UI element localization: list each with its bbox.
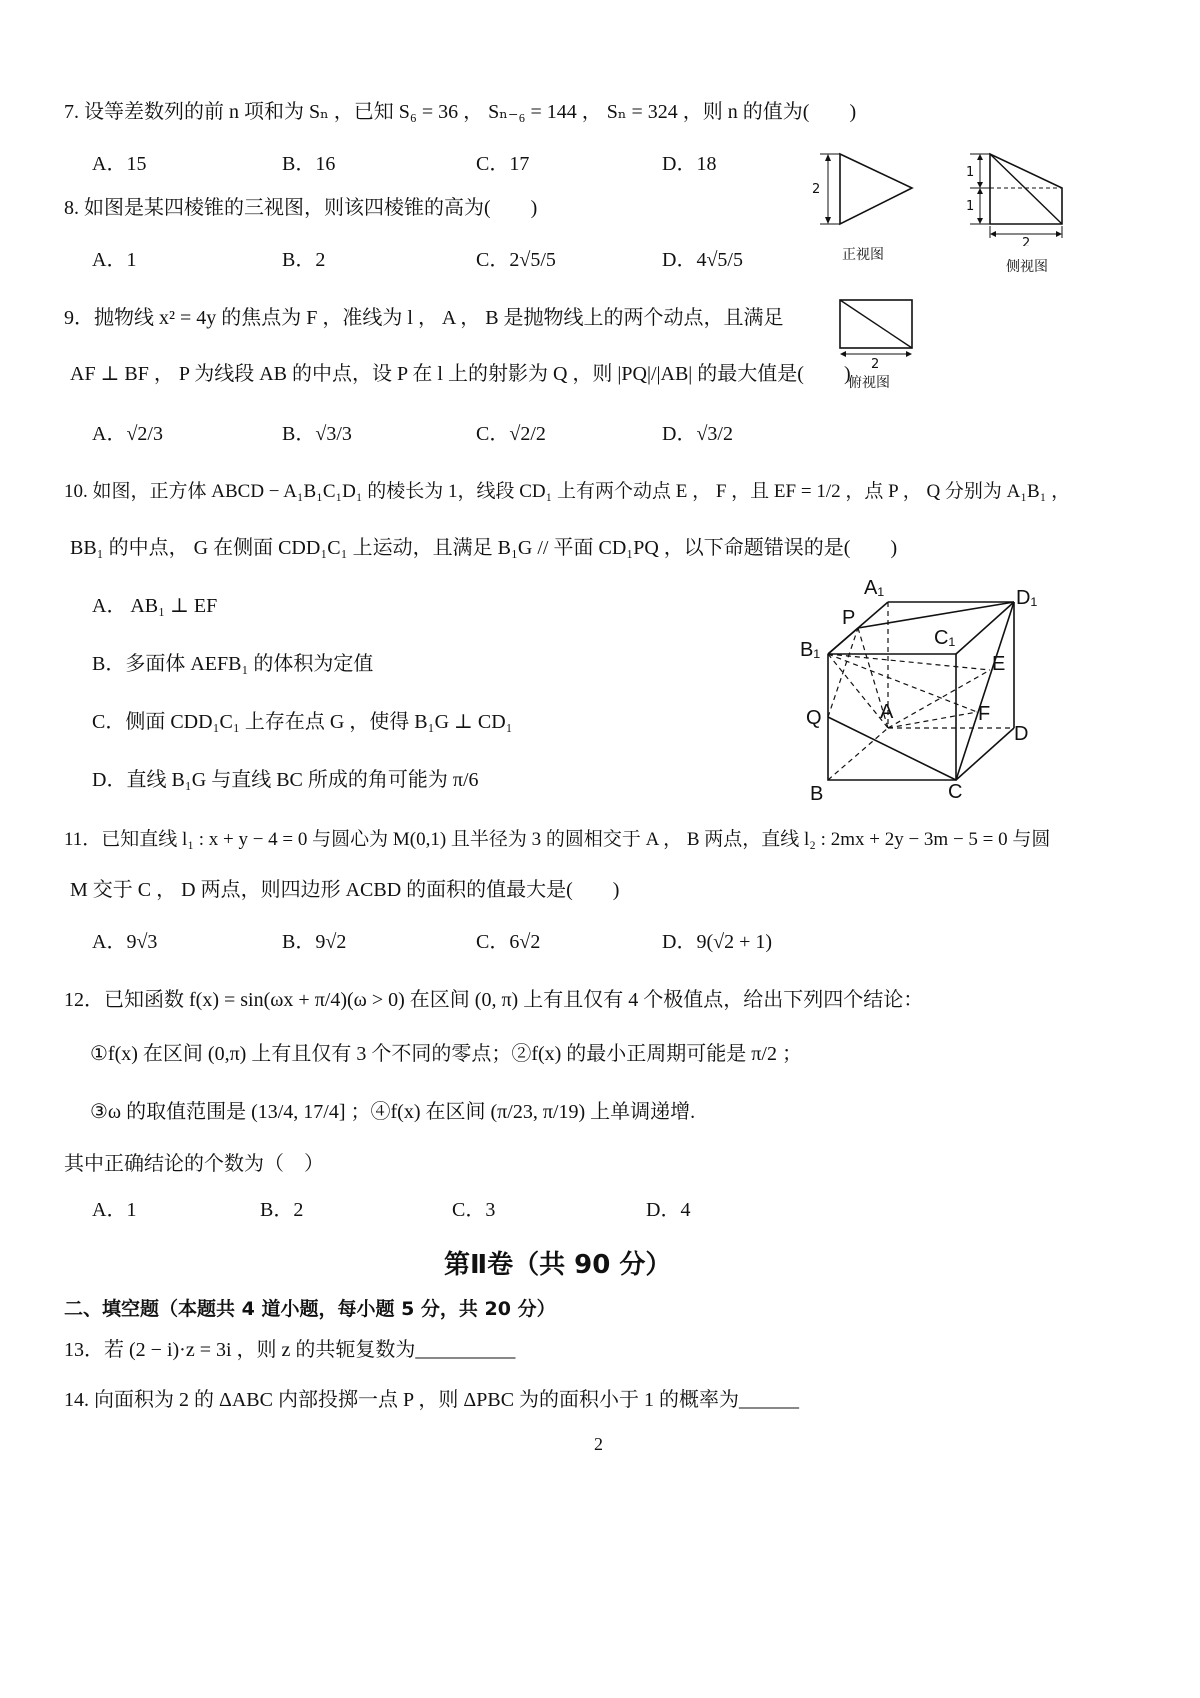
q11-option-d: D．9(√2 + 1): [662, 931, 773, 953]
q11-option-c: C．6√2: [476, 931, 541, 953]
top-view-diagonal: [840, 300, 912, 348]
label-b: B: [810, 783, 824, 805]
q10-option-c: C．侧面 CDD₁C₁ 上存在点 G ，使得 B₁G ⊥ CD₁: [92, 711, 513, 733]
q7-option-a: A．15: [92, 153, 147, 175]
label-a1: A₁: [864, 577, 885, 599]
q9-option-b: B．√3/3: [282, 423, 352, 445]
front-view-figure: [808, 146, 926, 236]
q9-stem-line2: AF ⊥ BF ， P 为线段 AB 的中点，设 P 在 l 上的射影为 Q ，则 |PQ|/|AB| 的最大值是( ): [70, 363, 851, 385]
q10-option-d: D．直线 B₁G 与直线 BC 所成的角可能为 π/6: [92, 769, 479, 791]
q10-stem-line2: BB₁ 的中点， G 在侧面 CDD₁C₁ 上运动，且满足 B₁G // 平面 CD₁PQ ，以下命题错误的是( ): [70, 537, 898, 559]
q12-stem-line3: ③ω 的取值范围是 (13/4, 17/4] ；④f(x) 在区间 (π/23, π/19) 上单调递增.: [90, 1101, 696, 1123]
label-d1: D₁: [1016, 587, 1038, 609]
side-upper-label: 1: [966, 165, 975, 180]
q7-option-c: C．17: [476, 153, 530, 175]
q7-option-b: B．16: [282, 153, 336, 175]
front-view-triangle: [840, 154, 912, 224]
front-dim-arrow-bottom: [825, 217, 831, 224]
q12-stem-line2: ①f(x) 在区间 (0,π) 上有且仅有 3 个不同的零点；②f(x) 的最小正周期可能是 π/2 ；: [90, 1043, 802, 1065]
q11-option-b: B．9√2: [282, 931, 347, 953]
q12-option-c: C．3: [452, 1199, 496, 1221]
q12-stem-line4: 其中正确结论的个数为（ ）: [64, 1153, 324, 1175]
q11-stem-line1: 11．已知直线 l₁ : x + y − 4 = 0 与圆心为 M(0,1) 且半径为 3 的圆相交于 A ， B 两点，直线 l₂ : 2mx + 2y − 3m − 5 = 0 与圆: [64, 829, 1051, 850]
fill-in-section-heading: 二、填空题（本题共 4 道小题，每小题 5 分，共 20 分）: [64, 1298, 556, 1320]
segment-b1-f: [828, 654, 977, 712]
side-view-caption: 侧视图: [1006, 259, 1048, 275]
label-f: F: [978, 703, 991, 725]
label-c1: C₁: [934, 627, 956, 649]
q12-option-a: A．1: [92, 1199, 137, 1221]
q7-stem: 7. 设等差数列的前 n 项和为 Sₙ ，已知 S₆ = 36 ， Sₙ₋₆ = 144 ， Sₙ = 324 ，则 n 的值为( ): [64, 101, 857, 123]
label-c: C: [948, 781, 963, 803]
part2-title: 第Ⅱ卷（共 90 分）: [444, 1250, 672, 1280]
q9-stem-line1: 9．抛物线 x² = 4y 的焦点为 F ，准线为 l ， A ， B 是抛物线上的两个动点，且满足: [64, 307, 784, 329]
q12-option-d: D．4: [646, 1199, 691, 1221]
front-height-label: 2: [812, 182, 821, 197]
q9-option-d: D．√3/2: [662, 423, 733, 445]
q12-stem-line1: 12．已知函数 f(x) = sin(ωx + π/4)(ω > 0) 在区间 (0, π) 上有且仅有 4 个极值点，给出下列四个结论：: [64, 989, 924, 1011]
q10-stem-line1: 10. 如图，正方体 ABCD − A₁B₁C₁D₁ 的棱长为 1，线段 CD₁ 上有两个动点 E ， F ，且 EF = 1/2 ，点 P ， Q 分别为 A₁B₁ ，: [64, 481, 1071, 502]
q13-stem: 13．若 (2 − i)·z = 3i ，则 z 的共轭复数为__________: [64, 1339, 516, 1361]
q11-stem-line2: M 交于 C ， D 两点，则四边形 ACBD 的面积的值最大是( ): [70, 879, 620, 901]
side-lower-label: 1: [966, 199, 975, 214]
q8-option-c: C．2√5/5: [476, 249, 556, 271]
side-view-diagonal: [990, 154, 1062, 224]
side-view-figure: [962, 146, 1082, 246]
front-view-caption: 正视图: [842, 247, 884, 263]
side-width-label: 2: [1022, 236, 1031, 246]
q8-stem: 8. 如图是某四棱锥的三视图，则该四棱锥的高为( ): [64, 197, 538, 219]
top-view-figure: [834, 296, 920, 376]
label-e: E: [992, 653, 1006, 675]
top-width-label: 2: [871, 357, 880, 372]
q14-stem: 14. 向面积为 2 的 ΔABC 内部投掷一点 P ，则 ΔPBC 为的面积小于 1 的概率为______: [64, 1389, 800, 1411]
q8-option-d: D．4√5/5: [662, 249, 743, 271]
q9-option-a: A．√2/3: [92, 423, 163, 445]
cube-figure: [796, 574, 1056, 806]
page-number: 2: [594, 1434, 603, 1454]
segment-b1-e: [828, 654, 990, 670]
q8-option-a: A．1: [92, 249, 137, 271]
segment-p-d1: [858, 602, 1014, 628]
label-d: D: [1014, 723, 1029, 745]
segment-q-c: [828, 717, 956, 780]
q10-option-a: A． AB₁ ⊥ EF: [92, 595, 218, 617]
front-dim-arrow-top: [825, 154, 831, 161]
label-q: Q: [806, 707, 822, 729]
q12-option-b: B．2: [260, 1199, 304, 1221]
q9-option-c: C．√2/2: [476, 423, 546, 445]
label-a: A: [880, 701, 894, 723]
segment-a-f: [888, 712, 977, 728]
top-view-caption: 俯视图: [848, 375, 890, 391]
segment-a-e: [888, 670, 990, 728]
label-b1: B₁: [800, 639, 821, 661]
q8-option-b: B．2: [282, 249, 326, 271]
q11-option-a: A．9√3: [92, 931, 158, 953]
label-p: P: [842, 607, 856, 629]
q10-option-b: B．多面体 AEFB₁ 的体积为定值: [92, 653, 374, 675]
edge-b-a-hidden: [828, 728, 888, 780]
q7-option-d: D．18: [662, 153, 717, 175]
